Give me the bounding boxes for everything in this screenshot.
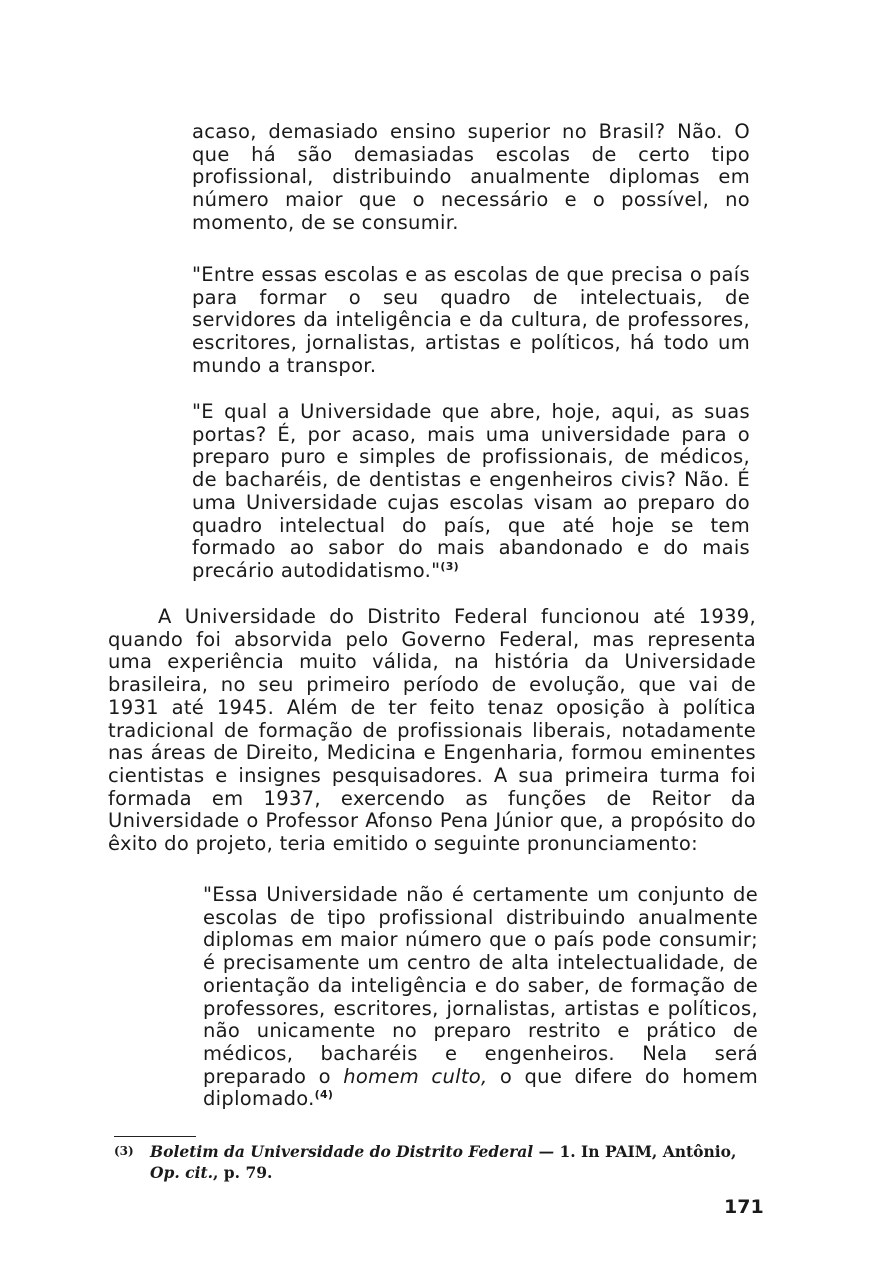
footnote-divider (114, 1136, 196, 1137)
footnote-marker: (3) (114, 1144, 134, 1158)
block-quote-text: "Essa Universidade não é certamente um conjunto de escolas de tipo profissional distribuindo anualmente diplomas em maior número que o país pode consumir; é precisamente um centro de alta intelectualidade, de orientação da inteligência e do saber, de formação de professores, escritores, jornalistas, artistas e políticos, não unicamente no preparo restrito e prático de médicos, bacharéis e engenheiros. Nela será preparado o (203, 883, 758, 1088)
footnote-source-title: Boletim da Universidade do Distrito Federal (150, 1142, 534, 1161)
footnote-source-rest: — 1. In PAIM, Antônio, (533, 1142, 737, 1161)
footnote-ref-4: (4) (314, 1088, 334, 1102)
quote-paragraph-3-text: "E qual a Universidade que abre, hoje, aqui, as suas portas? É, por acaso, mais uma universidade para o preparo puro e simples de profissionais, de médicos, de bacharéis, de dentistas e engenheiros civis? Não. É uma Universidade cujas escolas visam ao preparo do quadro intelectual do país, que até hoje se tem formado ao sabor do mais abandonado e do mais precário autodidatismo." (192, 400, 750, 582)
footnote-page-ref: , p. 79. (213, 1163, 273, 1182)
footnote-ref-3: (3) (440, 559, 459, 573)
block-quote-italic: homem culto, (343, 1064, 488, 1088)
page-number: 171 (724, 1196, 764, 1218)
body-paragraph: A Universidade do Distrito Federal funcionou até 1939, quando foi absorvida pelo Governo Federal, mas representa uma experiência muito válida, na história da Universidade brasileira, no seu primeiro período de evolução, que vai de 1931 até 1945. Além de ter feito tenaz oposição à política tradicional de formação de profissionais liberais, notadamente nas áreas de Direito, Medicina e Engenharia, formou eminentes cientistas e insignes pesquisadores. A sua primeira turma foi formada em 1937, exercendo as funções de Reitor da Universidade o Professor Afonso Pena Júnior que, a propósito do êxito do projeto, teria emitido o seguinte pronunciamento: (108, 605, 756, 856)
quote-paragraph-3 (192, 401, 750, 583)
quote-paragraph-2: "Entre essas escolas e as escolas de que precisa o país para formar o seu quadro de intelectuais, de servidores da inteligência e da cultura, de professores, escritores, jornalistas, artistas e políticos, há todo um mundo a transpor. (192, 263, 750, 377)
block-quote (203, 884, 758, 1111)
footnote-text (150, 1141, 766, 1183)
quote-paragraph-1: acaso, demasiado ensino superior no Brasil? Não. O que há são demasiadas escolas de certo tipo profissional, distribuindo anualmente diplomas em número maior que o necessário e o possível, no momento, de se consumir. (192, 120, 750, 234)
block-quote-text-end: o que difere do homem diplomado. (203, 1064, 758, 1111)
footnote-op-cit: Op. cit. (150, 1163, 214, 1182)
footnote (114, 1141, 766, 1183)
